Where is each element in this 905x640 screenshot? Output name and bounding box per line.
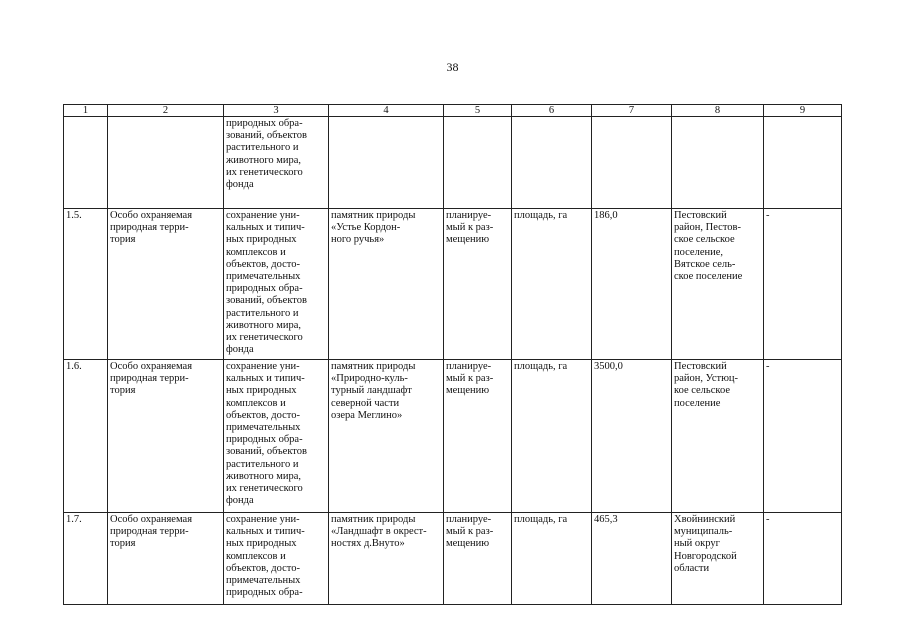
cell-purpose: сохранение уни- кальных и типич- ных природных комплексов и объектов, досто- примечательных природных обра- зований, объектов растительного и животного мира, их генетического фонда: [224, 209, 329, 360]
cell-name: [329, 117, 444, 209]
cell-name: памятник природы «Устье Кордон- ного ручья»: [329, 209, 444, 360]
cell-status: планируе- мый к раз- мещению: [444, 513, 512, 605]
column-header: 2: [108, 105, 224, 117]
cell-parameter: площадь, га: [512, 360, 592, 513]
objects-table: [63, 104, 842, 605]
cell-name: памятник природы «Природно-куль- турный ландшафт северной части озера Меглино»: [329, 360, 444, 513]
cell-zone: -: [764, 360, 842, 513]
cell-purpose: сохранение уни- кальных и типич- ных природных комплексов и объектов, досто- примечательных природных обра- зований, объектов растительного и животного мира, их генетического фонда: [224, 360, 329, 513]
column-header: 9: [764, 105, 842, 117]
cell-parameter: площадь, га: [512, 513, 592, 605]
cell-name: памятник природы «Ландшафт в окрест- ностях д.Внуто»: [329, 513, 444, 605]
table-row: [64, 360, 842, 513]
cell-location: [672, 117, 764, 209]
cell-num: 1.5.: [64, 209, 108, 360]
cell-value: 186,0: [592, 209, 672, 360]
page-number: 38: [446, 60, 459, 74]
cell-status: [444, 117, 512, 209]
cell-parameter: площадь, га: [512, 209, 592, 360]
column-header: 6: [512, 105, 592, 117]
column-number-row: [64, 105, 842, 117]
column-header: 1: [64, 105, 108, 117]
column-header: 5: [444, 105, 512, 117]
column-header: 4: [329, 105, 444, 117]
column-header: 8: [672, 105, 764, 117]
cell-zone: -: [764, 209, 842, 360]
cell-purpose: сохранение уни- кальных и типич- ных природных комплексов и объектов, досто- примечательных природных обра-: [224, 513, 329, 605]
column-header: 3: [224, 105, 329, 117]
cell-type: [108, 117, 224, 209]
cell-purpose: природных обра- зований, объектов растительного и животного мира, их генетического фонда: [224, 117, 329, 209]
cell-num: [64, 117, 108, 209]
cell-type: Особо охраняемая природная терри- тория: [108, 513, 224, 605]
cell-value: 465,3: [592, 513, 672, 605]
cell-type: Особо охраняемая природная терри- тория: [108, 209, 224, 360]
cell-num: 1.6.: [64, 360, 108, 513]
cell-location: Хвойнинский муниципаль- ный округ Новгородской области: [672, 513, 764, 605]
cell-status: планируе- мый к раз- мещению: [444, 360, 512, 513]
table-row: [64, 209, 842, 360]
column-header: 7: [592, 105, 672, 117]
table-row-continuation: [64, 117, 842, 209]
table-row: [64, 513, 842, 605]
cell-zone: -: [764, 513, 842, 605]
cell-status: планируе- мый к раз- мещению: [444, 209, 512, 360]
cell-value: 3500,0: [592, 360, 672, 513]
cell-location: Пестовский район, Пестов- ское сельское поселение, Вятское сель- ское поселение: [672, 209, 764, 360]
cell-value: [592, 117, 672, 209]
cell-num: 1.7.: [64, 513, 108, 605]
cell-parameter: [512, 117, 592, 209]
cell-type: Особо охраняемая природная терри- тория: [108, 360, 224, 513]
cell-location: Пестовский район, Устюц- кое сельское поселение: [672, 360, 764, 513]
cell-zone: [764, 117, 842, 209]
